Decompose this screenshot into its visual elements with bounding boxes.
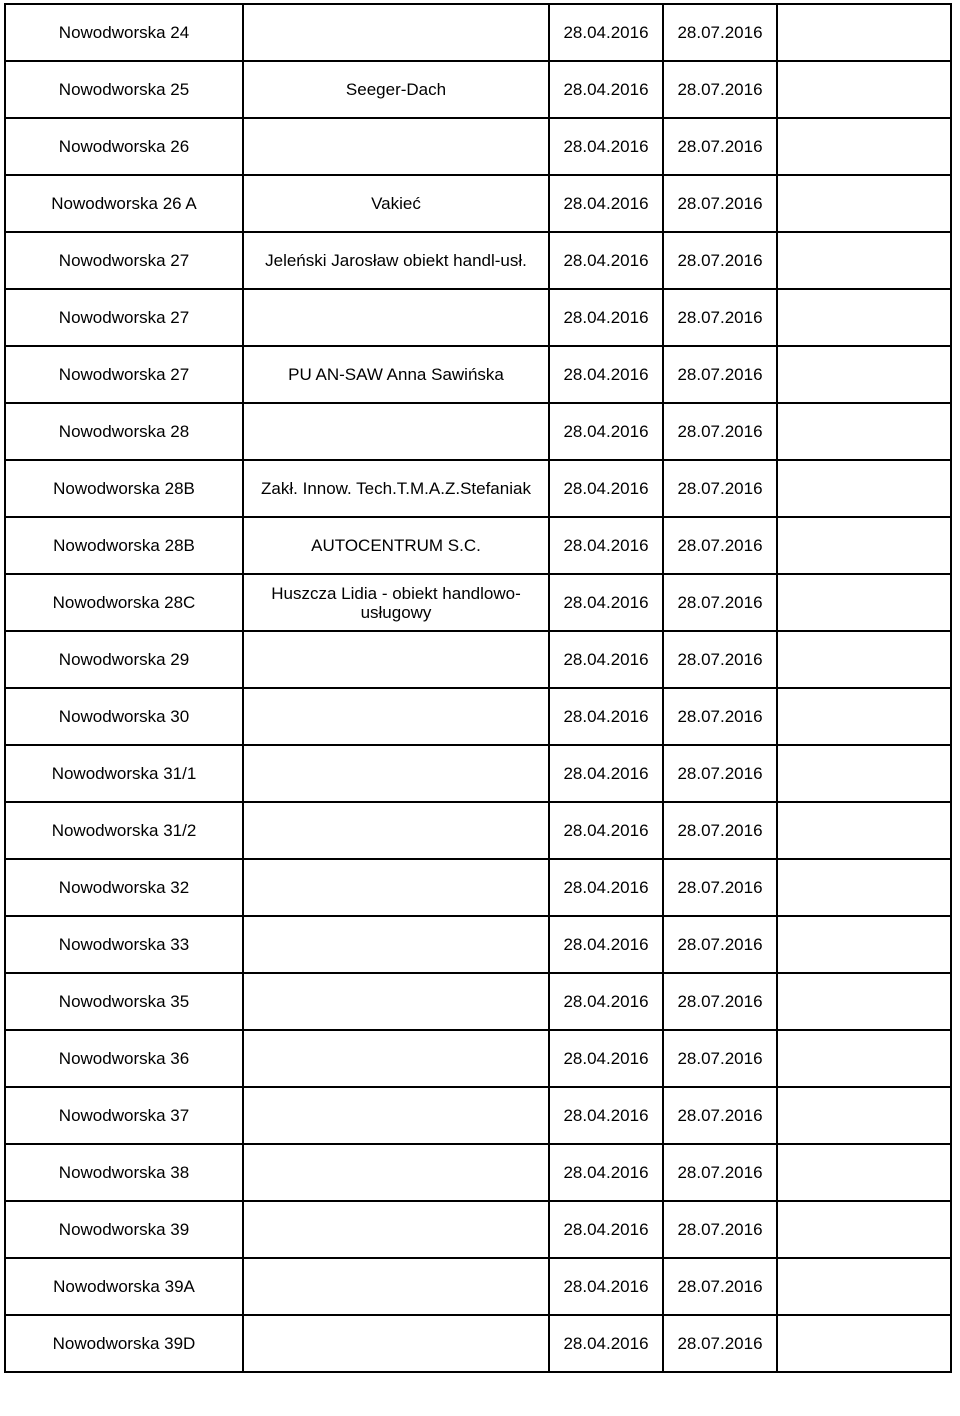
date-to-cell: 28.07.2016: [663, 973, 777, 1030]
empty-cell: [777, 403, 951, 460]
business-cell: [243, 916, 549, 973]
date-from-cell: 28.04.2016: [549, 1087, 663, 1144]
date-to-cell: 28.07.2016: [663, 802, 777, 859]
business-cell: Zakł. Innow. Tech.T.M.A.Z.Stefaniak: [243, 460, 549, 517]
table-row: [5, 232, 951, 289]
date-from-cell: 28.04.2016: [549, 175, 663, 232]
business-cell: [243, 1030, 549, 1087]
date-from-cell: 28.04.2016: [549, 1144, 663, 1201]
empty-cell: [777, 118, 951, 175]
table-row: [5, 61, 951, 118]
date-from-cell: 28.04.2016: [549, 1201, 663, 1258]
date-to-cell: 28.07.2016: [663, 1258, 777, 1315]
date-to-cell: 28.07.2016: [663, 1315, 777, 1372]
table-row: [5, 859, 951, 916]
table-row: [5, 403, 951, 460]
table-row: [5, 802, 951, 859]
date-from-cell: 28.04.2016: [549, 61, 663, 118]
empty-cell: [777, 1087, 951, 1144]
empty-cell: [777, 346, 951, 403]
business-cell: [243, 1258, 549, 1315]
date-from-cell: 28.04.2016: [549, 1315, 663, 1372]
date-from-cell: 28.04.2016: [549, 631, 663, 688]
table-row: [5, 4, 951, 61]
date-from-cell: 28.04.2016: [549, 517, 663, 574]
business-cell: [243, 859, 549, 916]
address-cell: Nowodworska 27: [5, 289, 243, 346]
business-cell: AUTOCENTRUM S.C.: [243, 517, 549, 574]
date-to-cell: 28.07.2016: [663, 232, 777, 289]
address-cell: Nowodworska 39D: [5, 1315, 243, 1372]
business-cell: [243, 1201, 549, 1258]
date-to-cell: 28.07.2016: [663, 403, 777, 460]
empty-cell: [777, 232, 951, 289]
business-cell: [243, 1144, 549, 1201]
table-row: [5, 175, 951, 232]
date-from-cell: 28.04.2016: [549, 346, 663, 403]
empty-cell: [777, 916, 951, 973]
address-cell: Nowodworska 31/1: [5, 745, 243, 802]
empty-cell: [777, 1144, 951, 1201]
address-cell: Nowodworska 36: [5, 1030, 243, 1087]
date-to-cell: 28.07.2016: [663, 688, 777, 745]
date-from-cell: 28.04.2016: [549, 745, 663, 802]
date-to-cell: 28.07.2016: [663, 460, 777, 517]
business-cell: [243, 688, 549, 745]
address-cell: Nowodworska 25: [5, 61, 243, 118]
date-from-cell: 28.04.2016: [549, 802, 663, 859]
address-cell: Nowodworska 31/2: [5, 802, 243, 859]
table-row: [5, 346, 951, 403]
date-from-cell: 28.04.2016: [549, 1030, 663, 1087]
empty-cell: [777, 1030, 951, 1087]
address-cell: Nowodworska 28: [5, 403, 243, 460]
date-from-cell: 28.04.2016: [549, 460, 663, 517]
business-cell: [243, 289, 549, 346]
date-to-cell: 28.07.2016: [663, 1201, 777, 1258]
date-from-cell: 28.04.2016: [549, 688, 663, 745]
business-cell: [243, 973, 549, 1030]
table-row: [5, 289, 951, 346]
address-cell: Nowodworska 29: [5, 631, 243, 688]
date-to-cell: 28.07.2016: [663, 859, 777, 916]
empty-cell: [777, 175, 951, 232]
table-row: [5, 1201, 951, 1258]
business-cell: Jeleński Jarosław obiekt handl-usł.: [243, 232, 549, 289]
address-cell: Nowodworska 28B: [5, 517, 243, 574]
date-from-cell: 28.04.2016: [549, 4, 663, 61]
date-from-cell: 28.04.2016: [549, 403, 663, 460]
address-cell: Nowodworska 30: [5, 688, 243, 745]
date-to-cell: 28.07.2016: [663, 574, 777, 631]
date-to-cell: 28.07.2016: [663, 631, 777, 688]
business-cell: Vakieć: [243, 175, 549, 232]
address-cell: Nowodworska 39: [5, 1201, 243, 1258]
table-row: [5, 973, 951, 1030]
empty-cell: [777, 1201, 951, 1258]
date-to-cell: 28.07.2016: [663, 4, 777, 61]
empty-cell: [777, 289, 951, 346]
business-cell: [243, 1087, 549, 1144]
table-row: [5, 1315, 951, 1372]
date-from-cell: 28.04.2016: [549, 973, 663, 1030]
business-cell: PU AN-SAW Anna Sawińska: [243, 346, 549, 403]
business-cell: [243, 1315, 549, 1372]
date-from-cell: 28.04.2016: [549, 118, 663, 175]
empty-cell: [777, 973, 951, 1030]
date-to-cell: 28.07.2016: [663, 289, 777, 346]
business-cell: Huszcza Lidia - obiekt handlowo-usługowy: [243, 574, 549, 631]
table-row: [5, 1258, 951, 1315]
address-cell: Nowodworska 24: [5, 4, 243, 61]
empty-cell: [777, 688, 951, 745]
table-row: [5, 118, 951, 175]
empty-cell: [777, 802, 951, 859]
date-to-cell: 28.07.2016: [663, 1087, 777, 1144]
empty-cell: [777, 631, 951, 688]
date-to-cell: 28.07.2016: [663, 745, 777, 802]
schedule-table-body: [5, 4, 951, 1372]
address-cell: Nowodworska 37: [5, 1087, 243, 1144]
address-cell: Nowodworska 33: [5, 916, 243, 973]
date-to-cell: 28.07.2016: [663, 175, 777, 232]
date-from-cell: 28.04.2016: [549, 916, 663, 973]
date-to-cell: 28.07.2016: [663, 1030, 777, 1087]
address-cell: Nowodworska 38: [5, 1144, 243, 1201]
address-cell: Nowodworska 35: [5, 973, 243, 1030]
date-from-cell: 28.04.2016: [549, 232, 663, 289]
address-cell: Nowodworska 26: [5, 118, 243, 175]
empty-cell: [777, 4, 951, 61]
empty-cell: [777, 859, 951, 916]
business-cell: Seeger-Dach: [243, 61, 549, 118]
date-from-cell: 28.04.2016: [549, 1258, 663, 1315]
empty-cell: [777, 460, 951, 517]
date-to-cell: 28.07.2016: [663, 61, 777, 118]
table-row: [5, 1144, 951, 1201]
date-to-cell: 28.07.2016: [663, 916, 777, 973]
address-cell: Nowodworska 27: [5, 346, 243, 403]
date-to-cell: 28.07.2016: [663, 346, 777, 403]
empty-cell: [777, 1315, 951, 1372]
address-cell: Nowodworska 26 A: [5, 175, 243, 232]
empty-cell: [777, 61, 951, 118]
empty-cell: [777, 517, 951, 574]
date-to-cell: 28.07.2016: [663, 517, 777, 574]
address-cell: Nowodworska 39A: [5, 1258, 243, 1315]
date-from-cell: 28.04.2016: [549, 574, 663, 631]
table-row: [5, 631, 951, 688]
date-to-cell: 28.07.2016: [663, 1144, 777, 1201]
address-cell: Nowodworska 28C: [5, 574, 243, 631]
business-cell: [243, 4, 549, 61]
date-from-cell: 28.04.2016: [549, 859, 663, 916]
business-cell: [243, 631, 549, 688]
table-row: [5, 745, 951, 802]
schedule-table: [4, 3, 952, 1373]
address-cell: Nowodworska 28B: [5, 460, 243, 517]
address-cell: Nowodworska 32: [5, 859, 243, 916]
table-row: [5, 916, 951, 973]
table-row: [5, 574, 951, 631]
table-row: [5, 517, 951, 574]
date-to-cell: 28.07.2016: [663, 118, 777, 175]
empty-cell: [777, 1258, 951, 1315]
empty-cell: [777, 574, 951, 631]
empty-cell: [777, 745, 951, 802]
business-cell: [243, 745, 549, 802]
table-row: [5, 688, 951, 745]
table-row: [5, 1087, 951, 1144]
business-cell: [243, 118, 549, 175]
date-from-cell: 28.04.2016: [549, 289, 663, 346]
address-cell: Nowodworska 27: [5, 232, 243, 289]
table-row: [5, 1030, 951, 1087]
business-cell: [243, 403, 549, 460]
business-cell: [243, 802, 549, 859]
table-row: [5, 460, 951, 517]
